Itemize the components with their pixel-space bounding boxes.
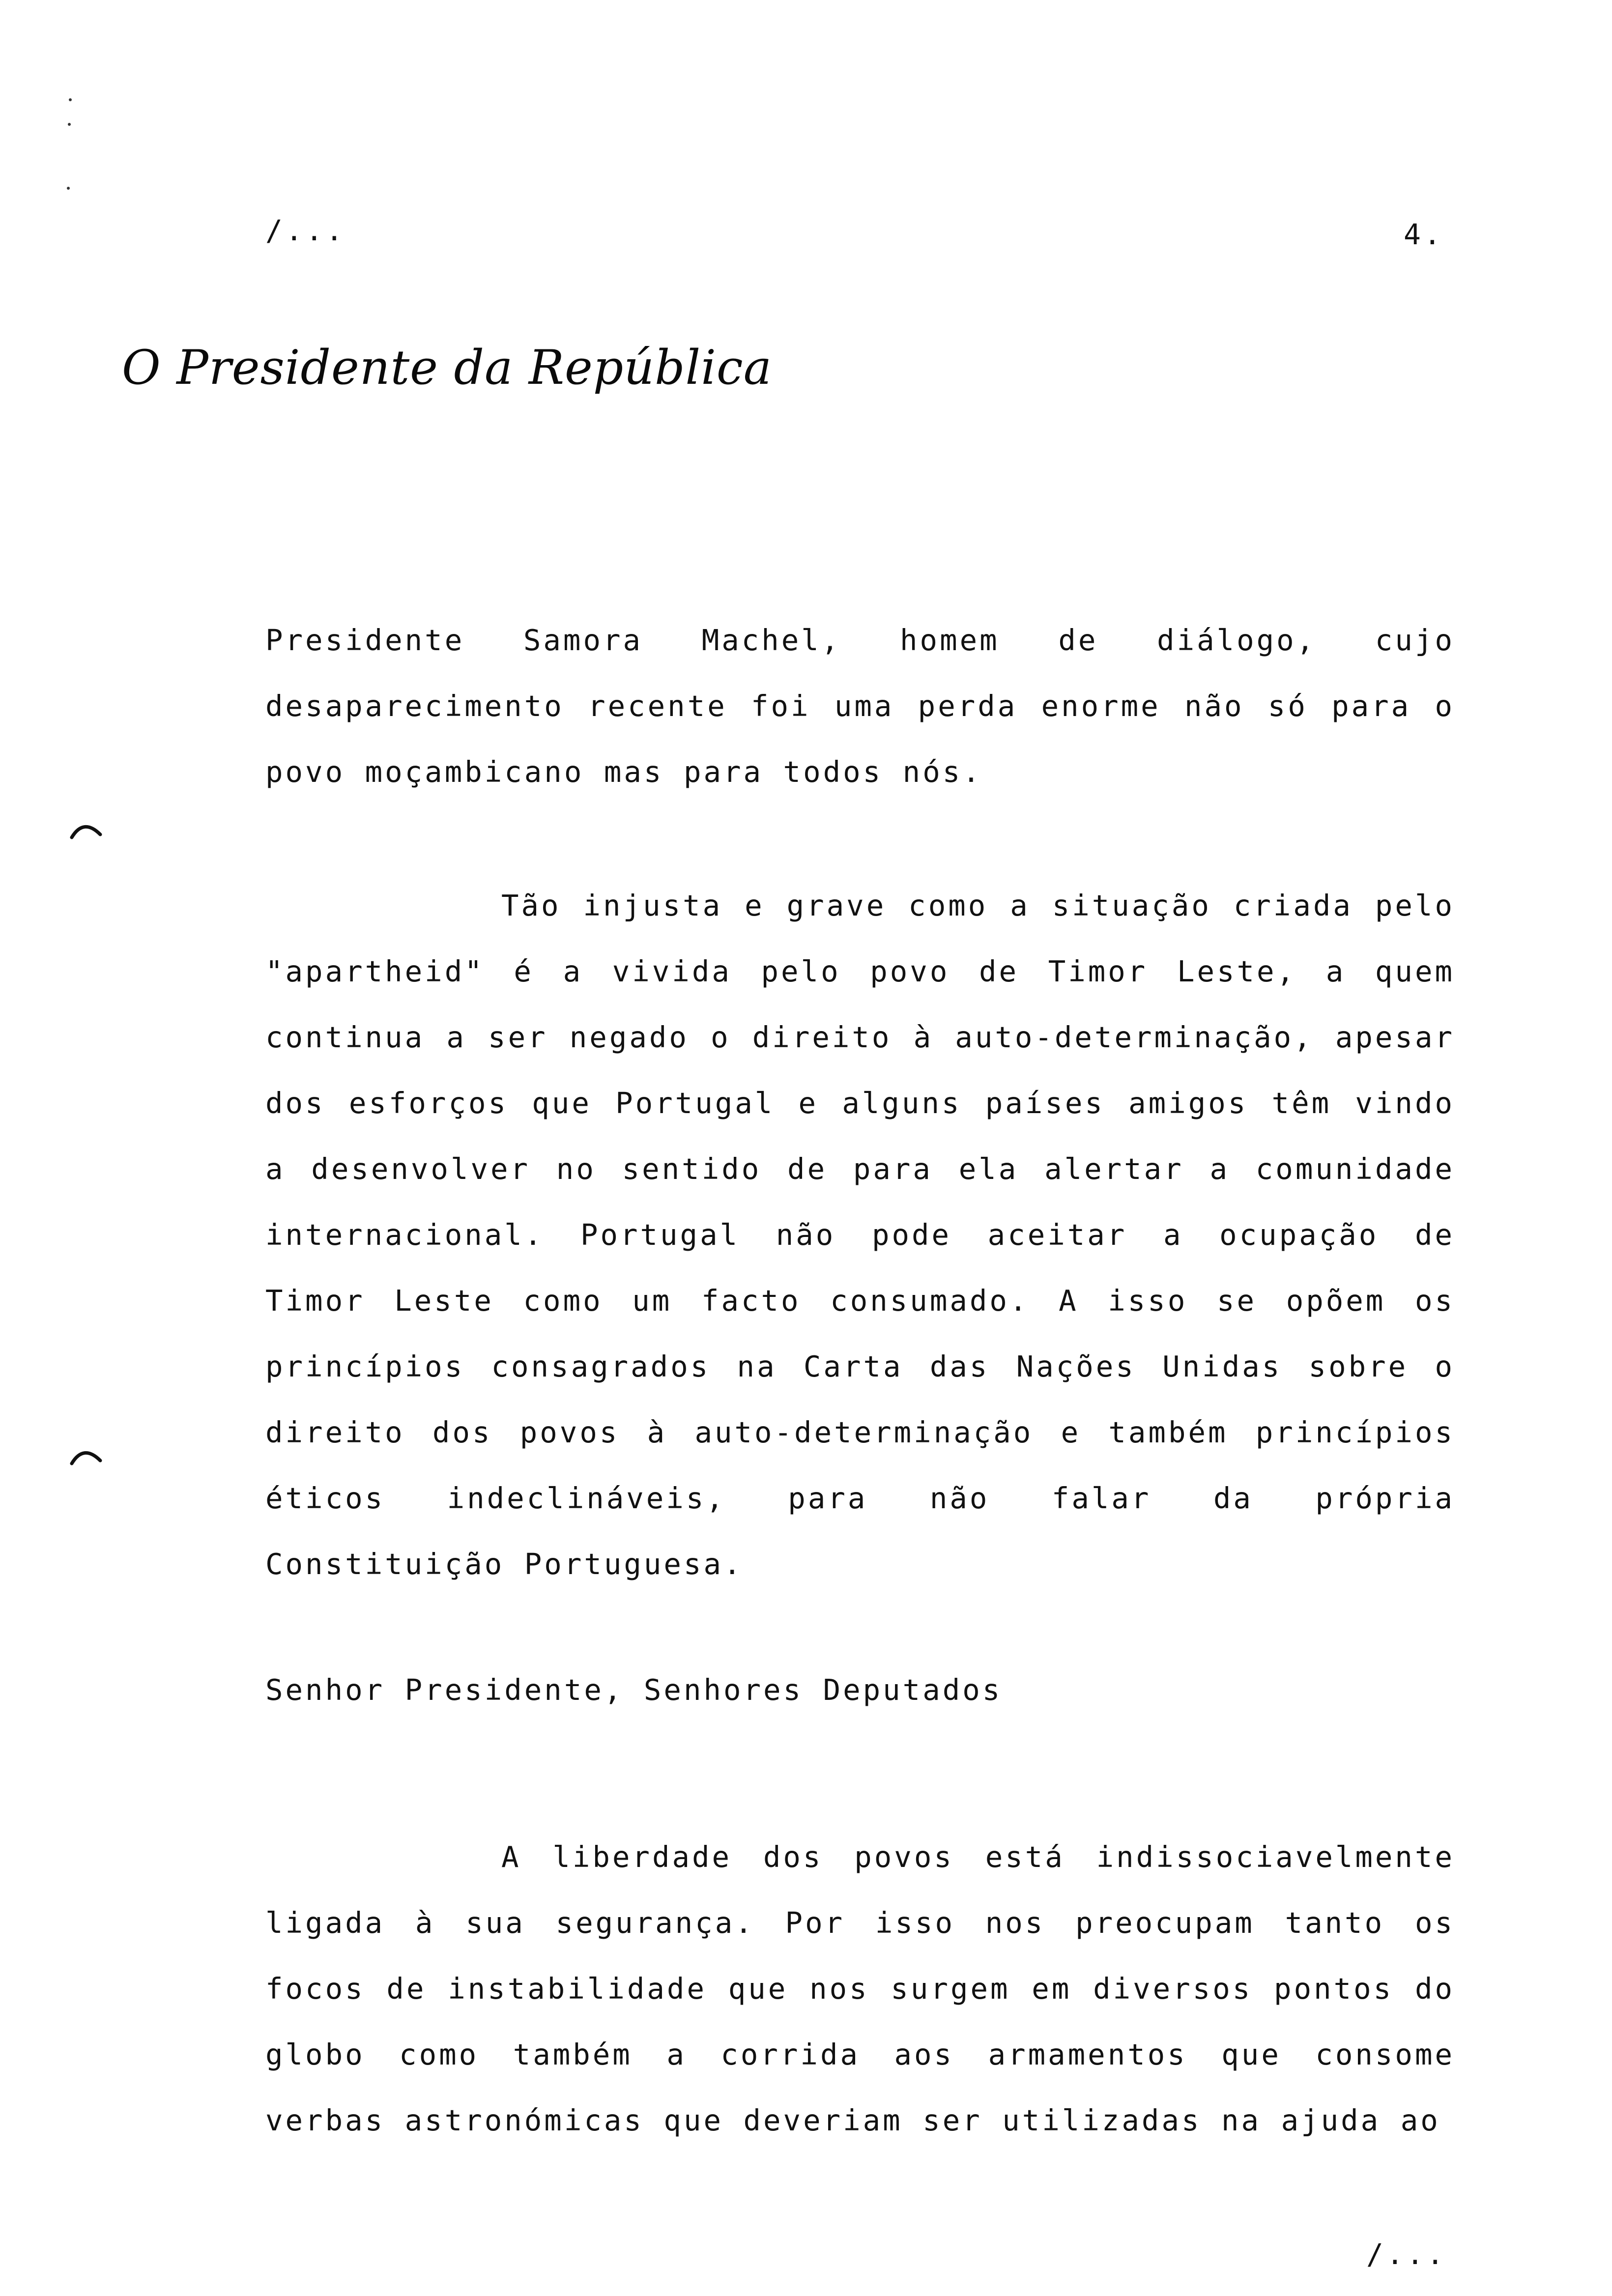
salutation: Senhor Presidente, Senhores Deputados — [265, 1673, 1003, 1707]
body-paragraph: Presidente Samora Machel, homem de diálogo, cujo desaparecimento recente foi uma perda enorme não só para o povo moçambicano mas para todos nós. — [265, 623, 1455, 789]
scan-speck — [68, 123, 71, 126]
top-continuation-mark: /... — [265, 214, 346, 247]
punch-hole-icon — [69, 1446, 103, 1465]
punch-hole-icon — [69, 820, 103, 839]
body-paragraph: Tão injusta e grave como a situação criada pelo "apartheid" é a vivida pelo povo de Timor Leste, a quem continua a ser negado o direito à auto-determinação, apesar dos esforços que Portugal e alguns países amigos têm vindo a desenvolver no sentido de para ela alertar a comunidade internacional. Portugal não pode aceitar a ocupação de Timor Leste como um facto consumado. A isso se opõem os princípios consagrados na Carta das Nações Unidas sobre o direito dos povos à auto-determinação e também princípios éticos indeclináveis, para não falar da própria Constituição Portuguesa. — [265, 889, 1455, 1581]
scan-speck — [69, 98, 72, 101]
bottom-continuation-mark: /... — [1366, 2238, 1447, 2271]
scan-speck — [67, 187, 70, 190]
letterhead-title: O Presidente da República — [122, 340, 772, 395]
body-paragraph: A liberdade dos povos está indissociavelmente ligada à sua segurança. Por isso nos preocupam tanto os focos de instabilidade que nos surgem em diversos pontos do globo como também a corrida aos armamentos que consome verbas astronómicas que deveriam ser utilizadas na ajuda ao — [265, 1840, 1455, 2137]
page-number: 4. — [1404, 218, 1444, 251]
